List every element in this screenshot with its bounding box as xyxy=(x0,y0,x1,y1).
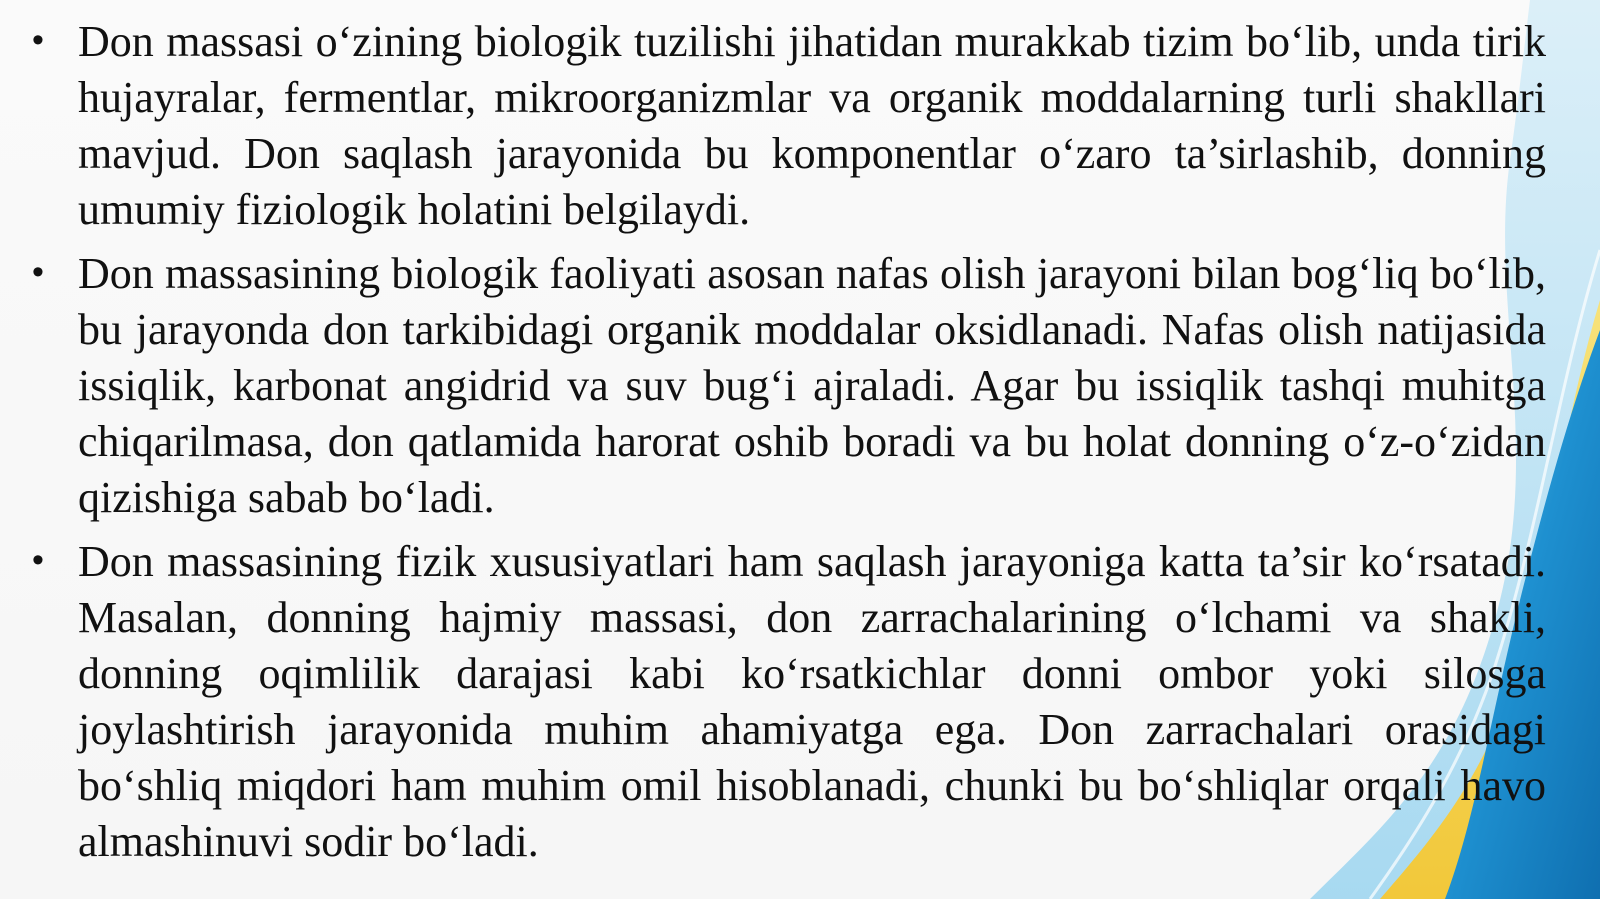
slide-content xyxy=(26,14,1546,878)
bullet-list xyxy=(26,14,1546,870)
bullet-marker: • xyxy=(32,21,44,59)
bullet-text: Don massasining biologik faoliyati asosan nafas olish jarayoni bilan bog‘liq bo‘lib, bu jarayonda don tarkibidagi organik moddalar oksidlanadi. Nafas olish natijasida issiqlik, karbonat angidrid va suv bug‘i ajraladi. Agar bu issiqlik tashqi muhitga chiqarilmasa, don qatlamida harorat oshib boradi va bu holat donning o‘z-o‘zidan qizishiga sabab bo‘ladi. xyxy=(78,249,1546,522)
bullet-text: Don massasi o‘zining biologik tuzilishi jihatidan murakkab tizim bo‘lib, unda tirik hujayralar, fermentlar, mikroorganizmlar va organik moddalarning turli shakllari mavjud. Don saqlash jarayonida bu komponentlar o‘zaro ta’sirlashib, donning umumiy fiziologik holatini belgilaydi. xyxy=(78,17,1546,234)
bullet-marker: • xyxy=(32,541,44,579)
bullet-marker: • xyxy=(32,253,44,291)
bullet-item-2 xyxy=(26,246,1546,526)
bullet-item-1 xyxy=(26,14,1546,238)
bullet-item-3 xyxy=(26,534,1546,870)
bullet-text: Don massasining fizik xususiyatlari ham saqlash jarayoniga katta ta’sir ko‘rsatadi. Masalan, donning hajmiy massasi, don zarrachalarining o‘lchami va shakli, donning oqimlilik darajasi kabi ko‘rsatkichlar donni ombor yoki silosga joylashtirish jarayonida muhim ahamiyatga ega. Don zarrachalari orasidagi bo‘shliq miqdori ham muhim omil hisoblanadi, chunki bu bo‘shliqlar orqali havo almashinuvi sodir bo‘ladi. xyxy=(78,537,1546,866)
